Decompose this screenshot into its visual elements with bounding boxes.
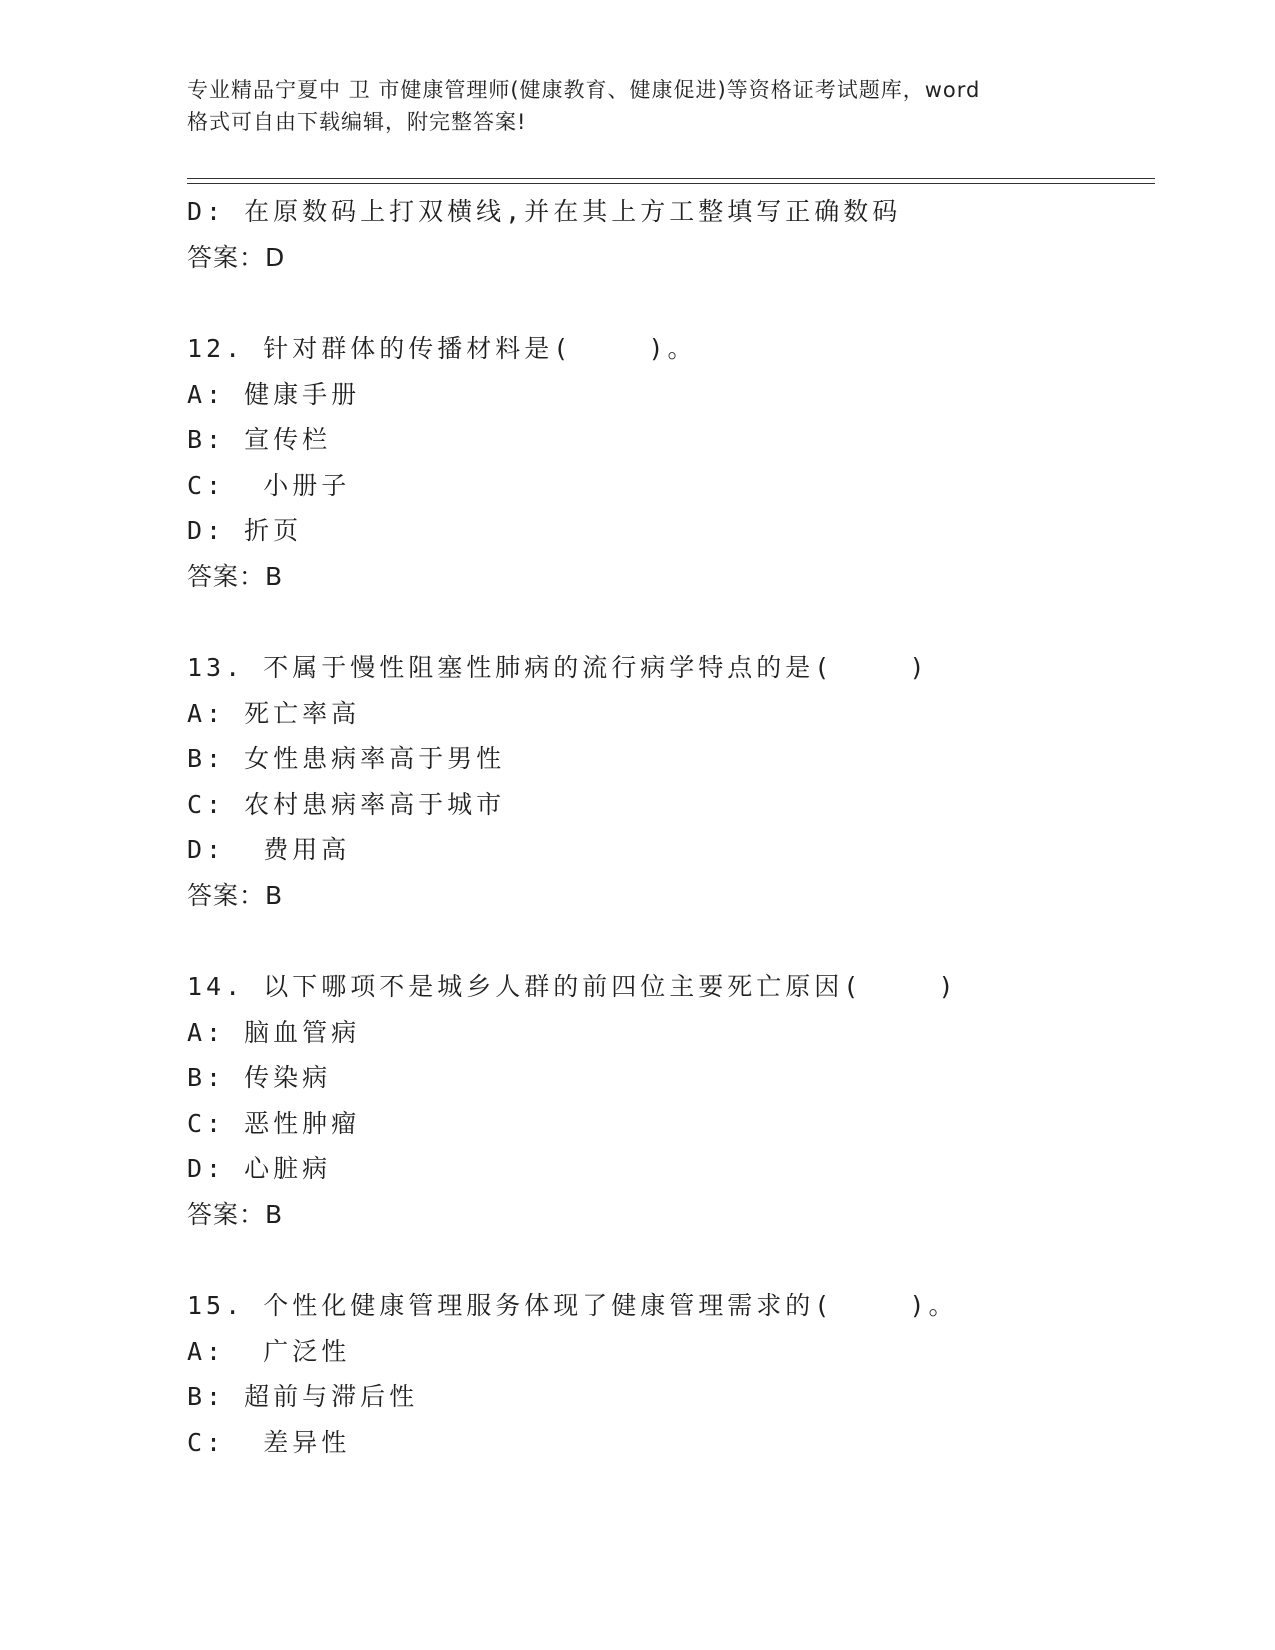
option-c: C: 差异性: [187, 1427, 351, 1457]
question-14: [187, 964, 1155, 1237]
question-12: [187, 326, 1155, 599]
option-c: C: 恶性肿瘤: [187, 1108, 361, 1138]
option-c: C: 农村患病率高于城市: [187, 789, 506, 819]
option-b: B: 传染病: [187, 1063, 332, 1092]
option-d: D: 费用高: [187, 835, 351, 864]
option-c: C: 小册子: [187, 470, 351, 500]
option-b: B: 超前与滞后性: [187, 1382, 419, 1411]
answer: 答案：B: [187, 561, 284, 591]
option-a: A: 广泛性: [187, 1336, 351, 1366]
option-d: D: 折页: [187, 516, 303, 545]
header-line-2: 格式可自由下载编辑，附完整答案!: [187, 110, 527, 134]
question-list: [187, 189, 1155, 1465]
option-b: B: 女性患病率高于男性: [187, 744, 506, 773]
question-stem: 13. 不属于慢性阻塞性肺病的流行病学特点的是( ): [187, 653, 929, 682]
question-stem: 12. 针对群体的传播材料是( )。: [187, 334, 697, 363]
option-d: D: 心脏病: [187, 1154, 332, 1183]
header-divider-top: [187, 178, 1155, 179]
option-a: A: 脑血管病: [187, 1017, 361, 1047]
prev-option-d: D: 在原数码上打双横线,并在其上方工整填写正确数码: [187, 197, 902, 226]
option-a: A: 死亡率高: [187, 698, 361, 728]
answer: 答案：B: [187, 880, 284, 910]
answer: 答案：B: [187, 1199, 284, 1229]
question-13: [187, 645, 1155, 918]
header-divider-bottom: [187, 183, 1155, 184]
prev-answer: 答案：D: [187, 242, 286, 272]
document-header: [187, 74, 1087, 138]
question-15: [187, 1283, 1155, 1465]
question-stem: 15. 个性化健康管理服务体现了健康管理需求的( )。: [187, 1291, 958, 1320]
header-line-1: 专业精品宁夏中 卫 市健康管理师(健康教育、健康促进)等资格证考试题库，word: [187, 78, 981, 102]
question-stem: 14. 以下哪项不是城乡人群的前四位主要死亡原因( ): [187, 972, 958, 1001]
option-a: A: 健康手册: [187, 379, 361, 409]
option-b: B: 宣传栏: [187, 425, 332, 454]
